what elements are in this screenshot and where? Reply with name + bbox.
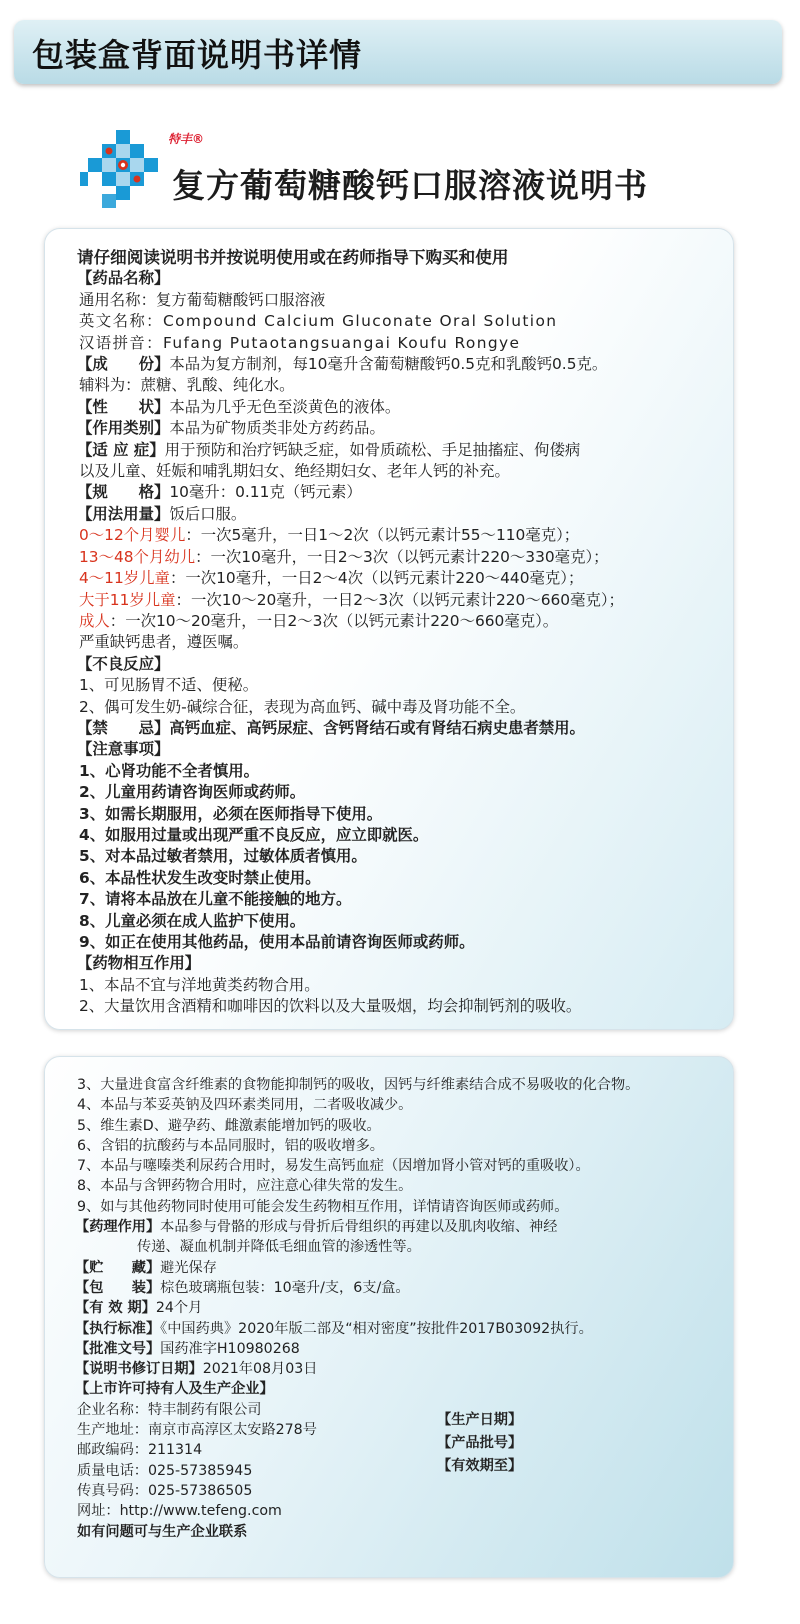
- english-name: 英文名称：Compound Calcium Gluconate Oral Solution: [79, 312, 558, 331]
- validity-row: 【有 效 期】24个月: [75, 1300, 203, 1317]
- list-item: 2、儿童用药请咨询医师或药师。: [79, 783, 306, 802]
- category-row: 【作用类别】本品为矿物质类非处方药药品。: [77, 419, 385, 438]
- list-item: 1、心肾功能不全者慎用。: [79, 761, 260, 780]
- list-item: 7、本品与噻嗪类利尿药合用时，易发生高钙血症（因增加肾小管对钙的重吸收）。: [77, 1158, 590, 1175]
- leaflet-card-1: [44, 228, 734, 1030]
- production-date-label: 【生产日期】: [437, 1411, 523, 1428]
- website: 网址：http://www.tefeng.com: [77, 1503, 282, 1520]
- section-drug-name: 【药品名称】: [77, 269, 170, 288]
- dosage-older-child: 大于11岁儿童：一次10～20毫升，一日2～3次（以钙元素计220～660毫克）；: [79, 590, 624, 609]
- brand-name: 特丰®: [168, 132, 205, 146]
- company-name: 企业名称：特丰制药有限公司: [77, 1401, 262, 1418]
- batch-number-label: 【产品批号】: [437, 1434, 523, 1451]
- storage-row: 【贮 藏】避光保存: [75, 1259, 217, 1276]
- list-item: 8、本品与含钾药物合用时，应注意心律失常的发生。: [77, 1178, 413, 1195]
- package-row: 【包 装】棕色玻璃瓶包装：10毫升/支，6支/盒。: [75, 1279, 410, 1296]
- list-item: 1、可见肠胃不适、便秘。: [79, 676, 259, 695]
- document-title: 复方葡萄糖酸钙口服溶液说明书: [172, 166, 648, 205]
- list-item: 5、维生素D、避孕药、雌激素能增加钙的吸收。: [77, 1117, 381, 1134]
- dosage-adult: 成人：一次10～20毫升，一日2～3次（以钙元素计220～660毫克）。: [79, 611, 559, 630]
- pinyin-name: 汉语拼音：Fufang Putaotangsuangai Koufu Rongye: [79, 333, 521, 352]
- list-item: 3、如需长期服用，必须在医师指导下使用。: [79, 804, 383, 823]
- revision-row: 【说明书修订日期】2021年08月03日: [75, 1361, 318, 1378]
- list-item: 2、大量饮用含酒精和咖啡因的饮料以及大量吸烟，均会抑制钙剂的吸收。: [79, 997, 582, 1016]
- qa-phone: 质量电话：025-57385945: [77, 1462, 253, 1479]
- section-holder: 【上市许可持有人及生产企业】: [75, 1381, 274, 1398]
- pharmacology-row: 【药理作用】本品参与骨骼的形成与骨折后骨组织的再建以及肌肉收缩、神经: [75, 1219, 558, 1236]
- brand-logo-icon: [80, 130, 170, 208]
- list-item: 1、本品不宜与洋地黄类药物合用。: [79, 975, 320, 994]
- fax: 传真号码：025-57386505: [77, 1482, 253, 1499]
- approval-row: 【批准文号】国药准字H10980268: [75, 1340, 300, 1357]
- standard-row: 【执行标准】《中国药典》2020年版二部及“相对密度”按批件2017B03092执行。: [75, 1320, 593, 1337]
- spec-row: 【规 格】10毫升：0.11克（钙元素）: [77, 483, 362, 502]
- section-adverse: 【不良反应】: [77, 654, 170, 673]
- list-item: 6、含铝的抗酸药与本品同服时，铝的吸收增多。: [77, 1137, 384, 1154]
- postcode: 邮政编码：211314: [77, 1442, 203, 1459]
- usage-row: 【用法用量】饭后口服。: [77, 504, 247, 523]
- company-address: 生产地址：南京市高淳区太安路278号: [77, 1422, 317, 1439]
- indications-row: 【适 应 症】用于预防和治疗钙缺乏症，如骨质疏松、手足抽搐症、佝偻病: [77, 440, 581, 459]
- list-item: 8、儿童必须在成人监护下使用。: [79, 911, 306, 930]
- list-item: 6、本品性状发生改变时禁止使用。: [79, 868, 321, 887]
- banner-title: 包装盒背面说明书详情: [32, 36, 363, 74]
- list-item: 4、本品与苯妥英钠及四环素类同用，二者吸收减少。: [77, 1097, 413, 1114]
- section-precautions: 【注意事项】: [77, 740, 170, 759]
- list-item: 3、大量进食富含纤维素的食物能抑制钙的吸收，因钙与纤维素结合成不易吸收的化合物。: [77, 1077, 640, 1093]
- list-item: 7、请将本品放在儿童不能接触的地方。: [79, 890, 352, 909]
- list-item: 9、如与其他药物同时使用可能会发生药物相互作用，详情请咨询医师或药师。: [77, 1198, 569, 1215]
- contraindication-row: 【禁 忌】高钙血症、高钙尿症、含钙肾结石或有肾结石病史患者禁用。: [77, 718, 585, 737]
- list-item: 5、对本品过敏者禁用，过敏体质者慎用。: [79, 847, 367, 866]
- dosage-toddler: 13～48个月幼儿：一次10毫升，一日2～3次（以钙元素计220～330毫克）；: [79, 547, 609, 566]
- generic-name: 通用名称：复方葡萄糖酸钙口服溶液: [79, 290, 326, 309]
- appearance-row: 【性 状】本品为几乎无色至淡黄色的液体。: [77, 397, 401, 416]
- list-item: 4、如服用过量或出现严重不良反应，应立即就医。: [79, 825, 429, 844]
- contact-note: 如有问题可与生产企业联系: [77, 1523, 248, 1540]
- excipients: 辅料为：蔗糖、乳酸、纯化水。: [79, 376, 295, 395]
- pharmacology-cont: 传递、凝血机制并降低毛细血管的渗透性等。: [137, 1239, 421, 1256]
- leaflet-card-2: [44, 1056, 734, 1578]
- list-item: 2、偶可发生奶-碱综合征，表现为高血钙、碱中毒及肾功能不全。: [79, 697, 526, 716]
- read-notice: 请仔细阅读说明书并按说明使用或在药师指导下购买和使用: [77, 248, 509, 267]
- list-item: 9、如正在使用其他药品，使用本品前请咨询医师或药师。: [79, 933, 475, 951]
- dosage-infant: 0～12个月婴儿：一次5毫升，一日1～2次（以钙元素计55～110毫克）；: [79, 526, 580, 545]
- ingredients-row: 【成 份】本品为复方制剂，每10毫升含葡萄糖酸钙0.5克和乳酸钙0.5克。: [77, 355, 608, 374]
- dosage-child: 4～11岁儿童：一次10毫升，一日2～4次（以钙元素计220～440毫克）；: [79, 569, 584, 588]
- section-interactions: 【药物相互作用】: [77, 954, 201, 973]
- header-banner: [14, 20, 782, 84]
- production-fields: [437, 1410, 522, 1479]
- contact-block: [75, 1400, 727, 1542]
- expiry-date-label: 【有效期至】: [437, 1457, 523, 1474]
- severe-note: 严重缺钙患者，遵医嘱。: [79, 633, 249, 652]
- indications-cont: 以及儿童、妊娠和哺乳期妇女、绝经期妇女、老年人钙的补充。: [79, 462, 510, 481]
